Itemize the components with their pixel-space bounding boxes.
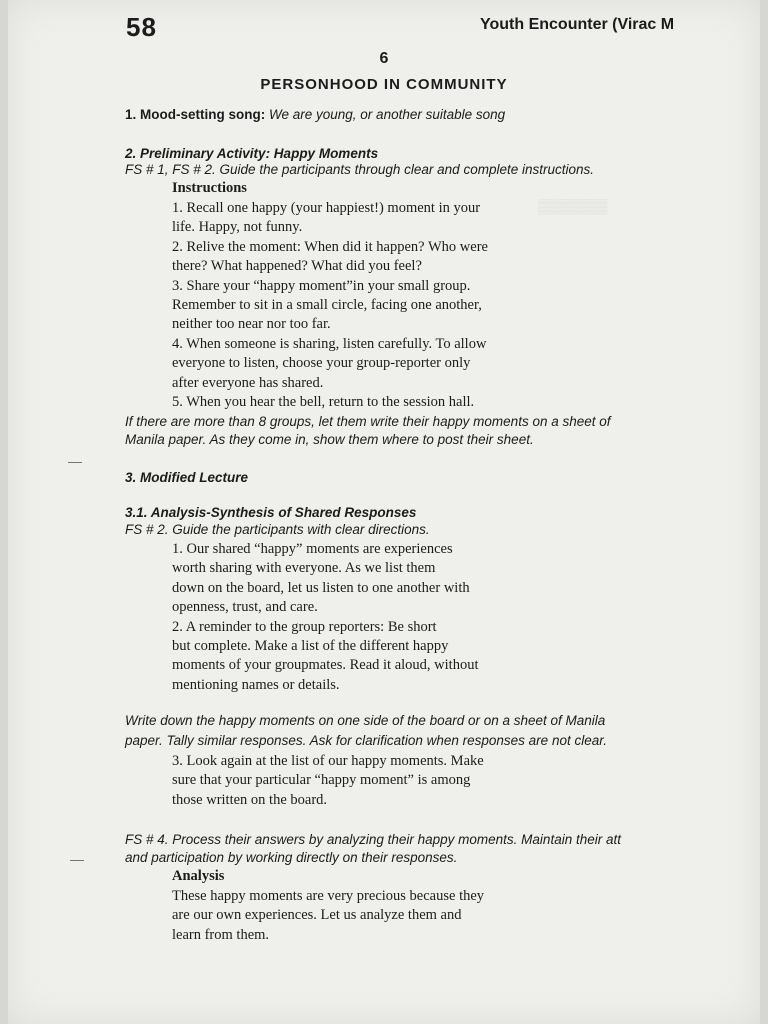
bleed-through-text: ▒▒▒▒▒▒▒: [538, 200, 608, 215]
direction-line: 2. A reminder to the group reporters: Be short: [172, 618, 437, 635]
direction-line: openness, trust, and care.: [172, 599, 318, 616]
section-3-heading: 3. Modified Lecture: [125, 470, 249, 485]
analysis-heading: Analysis: [172, 868, 225, 884]
direction-line: mentioning names or details.: [172, 676, 340, 693]
instruction-line: life. Happy, not funny.: [172, 219, 303, 236]
mood-setting-label: 1. Mood-setting song:: [125, 107, 266, 122]
directions-list-continued: [172, 752, 484, 810]
instruction-line: 2. Relive the moment: When did it happen? Who were: [172, 238, 488, 255]
instructions-heading: Instructions: [172, 180, 247, 196]
mood-setting-text: We are young, or another suitable song: [269, 107, 506, 122]
section-2-fs-line: FS # 1, FS # 2. Guide the participants through clear and complete instructions.: [125, 162, 594, 177]
margin-mark: [68, 462, 82, 463]
section-2-note-line: If there are more than 8 groups, let them write their happy moments on a sheet of: [125, 414, 611, 429]
section-3-1-note-line: Write down the happy moments on one side of the board or on a sheet of Manila: [125, 713, 606, 728]
analysis-line: learn from them.: [172, 926, 270, 943]
instruction-line: 1. Recall one happy (your happiest!) moment in your: [172, 200, 481, 216]
direction-line: those written on the board.: [172, 791, 328, 808]
section-3-1-heading: 3.1. Analysis-Synthesis of Shared Responses: [125, 505, 417, 520]
chapter-title: PERSONHOOD IN COMMUNITY: [260, 76, 508, 93]
instruction-line: 3. Share your “happy moment”in your small group.: [172, 277, 471, 294]
instruction-line: Remember to sit in a small circle, facing one another,: [172, 297, 482, 314]
page-number: 58: [126, 12, 157, 42]
direction-line: worth sharing with everyone. As we list them: [172, 560, 436, 577]
instruction-line: there? What happened? What did you feel?: [172, 258, 422, 275]
directions-list: [172, 540, 478, 695]
analysis-text: [172, 887, 484, 945]
section-3-1-note-line: paper. Tally similar responses. Ask for clarification when responses are not clear.: [125, 733, 607, 748]
instruction-line: 4. When someone is sharing, listen carefully. To allow: [172, 335, 487, 352]
fs4-note-line: FS # 4. Process their answers by analyzing their happy moments. Maintain their att: [125, 832, 621, 847]
section-3-1-fs-line: FS # 2. Guide the participants with clear directions.: [125, 522, 430, 537]
direction-line: 3. Look again at the list of our happy moments. Make: [172, 753, 484, 769]
fs4-note-line: and participation by working directly on their responses.: [125, 850, 458, 865]
margin-mark: [70, 860, 84, 861]
direction-line: but complete. Make a list of the different happy: [172, 638, 449, 655]
instructions-list: [172, 199, 488, 412]
instruction-line: after everyone has shared.: [172, 374, 324, 391]
section-2-note-line: Manila paper. As they come in, show them where to post their sheet.: [125, 432, 534, 447]
direction-line: moments of your groupmates. Read it aloud, without: [172, 657, 479, 674]
instruction-line: neither too near nor too far.: [172, 316, 331, 333]
direction-line: sure that your particular “happy moment” is among: [172, 772, 471, 789]
instruction-line: everyone to listen, choose your group-reporter only: [172, 355, 471, 372]
section-2-heading: 2. Preliminary Activity: Happy Moments: [125, 146, 379, 161]
direction-line: 1. Our shared “happy” moments are experiences: [172, 541, 453, 557]
document-page: [8, 0, 760, 1024]
mood-setting-line: [125, 107, 505, 122]
chapter-number: 6: [379, 50, 389, 67]
direction-line: down on the board, let us listen to one another with: [172, 579, 470, 596]
analysis-line: are our own experiences. Let us analyze them and: [172, 907, 462, 924]
running-header: Youth Encounter (Virac M: [480, 16, 675, 33]
instruction-line: 5. When you hear the bell, return to the session hall.: [172, 394, 475, 411]
analysis-line: These happy moments are very precious because they: [172, 888, 485, 904]
